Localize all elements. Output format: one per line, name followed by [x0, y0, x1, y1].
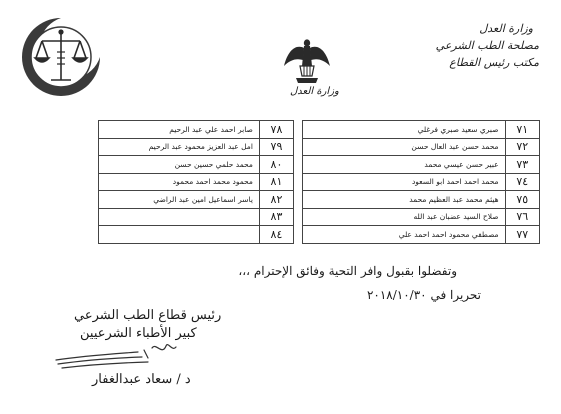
- table-row: [303, 226, 540, 244]
- row-number: ٧٩: [259, 138, 293, 156]
- row-number: ٧١: [505, 121, 539, 139]
- row-name: امل عبد العزيز محمود عبد الرحيم: [99, 138, 260, 156]
- row-name: مصطفي محمود احمد احمد علي: [303, 226, 506, 244]
- table-row: [99, 208, 294, 226]
- eagle-emblem-icon: [282, 36, 332, 84]
- row-name: صابر احمد علي عبد الرحيم: [99, 121, 260, 139]
- row-name: [99, 226, 260, 244]
- table-row: [99, 156, 294, 174]
- table-row: [303, 208, 540, 226]
- justice-scales-logo-icon: [18, 14, 104, 100]
- row-number: ٧٤: [505, 173, 539, 191]
- table-row: [99, 226, 294, 244]
- row-name: محمد احمد احمد ابو السعود: [303, 173, 506, 191]
- table-row: [303, 156, 540, 174]
- header-line-ministry: وزارة العدل: [479, 22, 533, 35]
- row-number: ٧٥: [505, 191, 539, 209]
- row-number: ٨٠: [259, 156, 293, 174]
- emblem-caption: وزارة العدل: [290, 86, 339, 97]
- row-number: ٨١: [259, 173, 293, 191]
- row-number: ٧٧: [505, 226, 539, 244]
- signatory-title-2: كبير الأطباء الشرعيين: [80, 326, 197, 341]
- signatory-title-1: رئيس قطاع الطب الشرعي: [74, 308, 222, 323]
- row-number: ٧٢: [505, 138, 539, 156]
- row-name: محمود محمد احمد محمود: [99, 173, 260, 191]
- names-table-right: [302, 120, 540, 244]
- names-table-left: [98, 120, 294, 244]
- row-name: هيثم محمد عبد العظيم محمد: [303, 191, 506, 209]
- table-row: [303, 173, 540, 191]
- row-name: محمد حسن عبد العال حسن: [303, 138, 506, 156]
- dated-line: تحريرا في ٢٠١٨/١٠/٣٠: [366, 288, 481, 302]
- row-name: صبري سعيد صبري فرغلي: [303, 121, 506, 139]
- row-number: ٨٣: [259, 208, 293, 226]
- header-line-office: مكتب رئيس القطاع: [449, 56, 539, 69]
- row-number: ٨٢: [259, 191, 293, 209]
- table-row: [99, 138, 294, 156]
- closing-line: وتفضلوا بقبول وافر التحية وفائق الإحترام ،،،: [238, 264, 457, 278]
- table-row: [99, 121, 294, 139]
- handwritten-signature-icon: [52, 338, 182, 374]
- row-name: ياسر اسماعيل امين عبد الراضي: [99, 191, 260, 209]
- header-block: [419, 22, 539, 82]
- table-row: [303, 138, 540, 156]
- row-number: ٧٦: [505, 208, 539, 226]
- table-row: [99, 173, 294, 191]
- header-line-department: مصلحة الطب الشرعي: [435, 39, 539, 52]
- row-number: ٧٨: [259, 121, 293, 139]
- row-number: ٧٣: [505, 156, 539, 174]
- signatory-name: د / سعاد عبدالغفار: [92, 372, 191, 387]
- row-number: ٨٤: [259, 226, 293, 244]
- row-name: [99, 208, 260, 226]
- table-row: [303, 191, 540, 209]
- table-row: [99, 191, 294, 209]
- row-name: محمد حلمي حسين حسن: [99, 156, 260, 174]
- row-name: عبير حسن عيسي محمد: [303, 156, 506, 174]
- row-name: صلاح السيد عضبان عبد الله: [303, 208, 506, 226]
- table-row: [303, 121, 540, 139]
